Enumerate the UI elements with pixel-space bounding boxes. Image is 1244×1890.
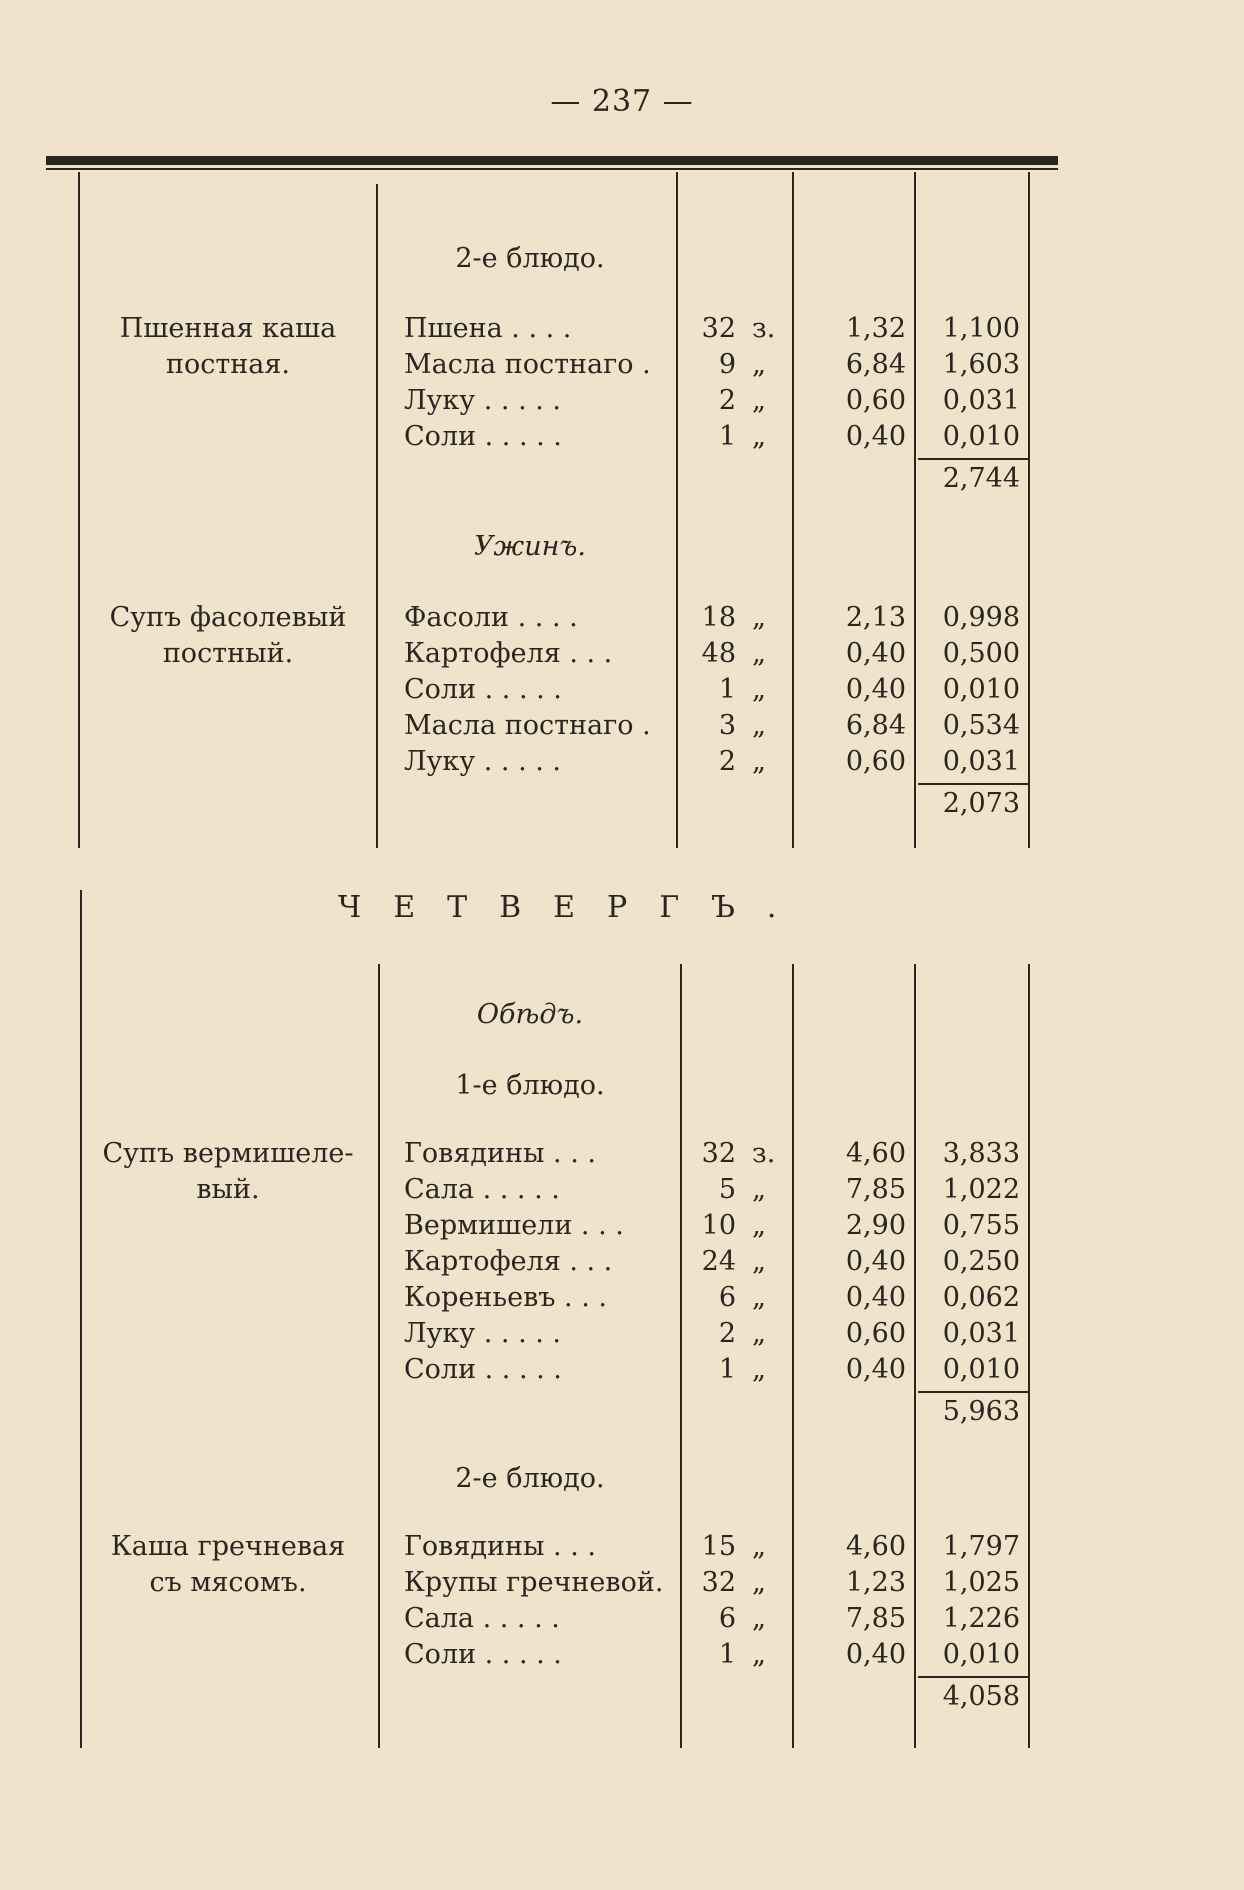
meal-label: Обѣдъ. [476, 999, 584, 1030]
ingredient-qty: 10 [701, 1210, 736, 1241]
ingredient-cost: 1,226 [942, 1603, 1020, 1634]
ingredient-unit: „ [752, 1246, 766, 1277]
ingredient-price: 7,85 [845, 1603, 906, 1634]
course-label: 2-е блюдо. [455, 1463, 605, 1494]
ingredient-price: 0,40 [845, 1246, 906, 1277]
column-rule [914, 172, 916, 848]
ingredient-price: 0,40 [845, 1639, 906, 1670]
ingredient-cost: 1,025 [942, 1567, 1020, 1598]
ingredient-unit: „ [752, 602, 766, 633]
ingredient-name: Говядины . . . [404, 1138, 596, 1169]
ingredient-qty: 48 [701, 638, 736, 669]
ingredient-qty: 1 [718, 1354, 736, 1385]
ingredient-qty: 2 [718, 746, 736, 777]
dish-name-line: Супъ фасолевый [109, 602, 347, 633]
ingredient-name: Соли . . . . . [404, 421, 562, 452]
dish-name-line: постный. [162, 638, 294, 669]
ingredient-cost: 0,998 [942, 602, 1020, 633]
sum-rule [918, 458, 1028, 460]
column-rule [78, 172, 80, 848]
ingredient-unit: з. [752, 313, 776, 344]
ingredient-name: Луку . . . . . [404, 746, 562, 777]
ingredient-unit: з. [752, 1138, 776, 1169]
ingredient-cost: 1,797 [942, 1531, 1020, 1562]
ingredient-name: Соли . . . . . [404, 1354, 562, 1385]
sum-rule [918, 783, 1028, 785]
dish-total: 2,744 [942, 463, 1020, 494]
ingredient-unit: „ [752, 1639, 766, 1670]
ingredient-name: Луку . . . . . [404, 1318, 562, 1349]
ingredient-price: 0,60 [845, 385, 906, 416]
ingredient-unit: „ [752, 1174, 766, 1205]
page-number: — 237 — [550, 84, 694, 119]
ingredient-qty: 6 [718, 1282, 736, 1313]
ingredient-name: Пшена . . . . [404, 313, 572, 344]
dish-total: 2,073 [942, 788, 1020, 819]
column-rule [792, 172, 794, 848]
ingredient-qty: 2 [718, 385, 736, 416]
ingredient-qty: 15 [701, 1531, 736, 1562]
ingredient-unit: „ [752, 746, 766, 777]
ingredient-price: 4,60 [845, 1531, 906, 1562]
ingredient-price: 6,84 [845, 710, 906, 741]
ingredient-cost: 0,010 [942, 674, 1020, 705]
ingredient-name: Масла постнаго . [404, 710, 651, 741]
ingredient-price: 6,84 [845, 349, 906, 380]
ingredient-qty: 2 [718, 1318, 736, 1349]
ingredient-unit: „ [752, 421, 766, 452]
ingredient-qty: 32 [701, 313, 736, 344]
ingredient-price: 0,40 [845, 421, 906, 452]
ingredient-qty: 6 [718, 1603, 736, 1634]
meal-label: Ужинъ. [474, 531, 586, 562]
ingredient-qty: 1 [718, 421, 736, 452]
dish-total: 4,058 [942, 1681, 1020, 1712]
ingredient-unit: „ [752, 1567, 766, 1598]
ingredient-unit: „ [752, 1210, 766, 1241]
ingredient-name: Сала . . . . . [404, 1174, 560, 1205]
ingredient-name: Соли . . . . . [404, 1639, 562, 1670]
ingredient-cost: 0,031 [942, 385, 1020, 416]
column-rule [1028, 172, 1030, 848]
column-rule [376, 184, 378, 848]
ingredient-cost: 1,100 [942, 313, 1020, 344]
ingredient-name: Кореньевъ . . . [404, 1282, 607, 1313]
ingredient-name: Сала . . . . . [404, 1603, 560, 1634]
top-rule [46, 156, 1058, 165]
ingredient-cost: 0,031 [942, 1318, 1020, 1349]
ingredient-price: 0,40 [845, 1354, 906, 1385]
ingredient-cost: 3,833 [942, 1138, 1020, 1169]
ingredient-cost: 0,755 [942, 1210, 1020, 1241]
ingredient-cost: 0,500 [942, 638, 1020, 669]
ingredient-price: 0,60 [845, 746, 906, 777]
ingredient-qty: 24 [701, 1246, 736, 1277]
dish-name-line: Пшенная каша [119, 313, 337, 344]
ingredient-name: Луку . . . . . [404, 385, 562, 416]
ingredient-name: Соли . . . . . [404, 674, 562, 705]
ingredient-unit: „ [752, 710, 766, 741]
ingredient-qty: 32 [701, 1138, 736, 1169]
ingredient-price: 4,60 [845, 1138, 906, 1169]
dish-total: 5,963 [942, 1396, 1020, 1427]
ingredient-unit: „ [752, 1282, 766, 1313]
ingredient-cost: 0,010 [942, 1639, 1020, 1670]
ingredient-name: Картофеля . . . [404, 1246, 613, 1277]
ingredient-price: 0,60 [845, 1318, 906, 1349]
dish-name-line: постная. [165, 349, 291, 380]
top-rule-thin [46, 168, 1058, 170]
ingredient-unit: „ [752, 1603, 766, 1634]
ingredient-unit: „ [752, 1531, 766, 1562]
ingredient-name: Картофеля . . . [404, 638, 613, 669]
weekday-heading: ЧЕТВЕРГЪ. [338, 890, 809, 925]
column-rule [1028, 964, 1030, 1748]
ingredient-cost: 1,603 [942, 349, 1020, 380]
ingredient-unit: „ [752, 1318, 766, 1349]
dish-name-line: съ мясомъ. [149, 1567, 307, 1598]
course-label: 1-е блюдо. [455, 1070, 605, 1101]
column-rule [914, 964, 916, 1748]
ingredient-unit: „ [752, 1354, 766, 1385]
column-rule [680, 964, 682, 1748]
ingredient-price: 0,40 [845, 1282, 906, 1313]
ingredient-cost: 1,022 [942, 1174, 1020, 1205]
dish-name-line: вый. [196, 1174, 260, 1205]
ingredient-qty: 1 [718, 674, 736, 705]
ingredient-name: Крупы гречневой. [404, 1567, 664, 1598]
ingredient-price: 2,90 [845, 1210, 906, 1241]
ingredient-qty: 32 [701, 1567, 736, 1598]
ingredient-qty: 5 [718, 1174, 736, 1205]
ingredient-price: 1,32 [845, 313, 906, 344]
ingredient-cost: 0,250 [942, 1246, 1020, 1277]
ingredient-unit: „ [752, 349, 766, 380]
dish-name-line: Супъ вермишеле- [102, 1138, 354, 1169]
column-rule [792, 964, 794, 1748]
ingredient-price: 0,40 [845, 638, 906, 669]
ingredient-unit: „ [752, 674, 766, 705]
ingredient-unit: „ [752, 385, 766, 416]
ingredient-price: 0,40 [845, 674, 906, 705]
dish-name-line: Каша гречневая [110, 1531, 346, 1562]
ingredient-cost: 0,010 [942, 1354, 1020, 1385]
ingredient-qty: 18 [701, 602, 736, 633]
ingredient-price: 2,13 [845, 602, 906, 633]
ingredient-cost: 0,062 [942, 1282, 1020, 1313]
ingredient-qty: 3 [718, 710, 736, 741]
ingredient-qty: 9 [718, 349, 736, 380]
ingredient-cost: 0,534 [942, 710, 1020, 741]
ingredient-name: Фасоли . . . . [404, 602, 578, 633]
course-label: 2-е блюдо. [455, 243, 605, 274]
ingredient-name: Масла постнаго . [404, 349, 651, 380]
column-rule [80, 890, 82, 1748]
ingredient-cost: 0,031 [942, 746, 1020, 777]
ingredient-name: Говядины . . . [404, 1531, 596, 1562]
sum-rule [918, 1676, 1028, 1678]
ingredient-cost: 0,010 [942, 421, 1020, 452]
ingredient-price: 1,23 [845, 1567, 906, 1598]
ingredient-unit: „ [752, 638, 766, 669]
ingredient-qty: 1 [718, 1639, 736, 1670]
ingredient-price: 7,85 [845, 1174, 906, 1205]
ingredient-name: Вермишели . . . [404, 1210, 624, 1241]
sum-rule [918, 1391, 1028, 1393]
